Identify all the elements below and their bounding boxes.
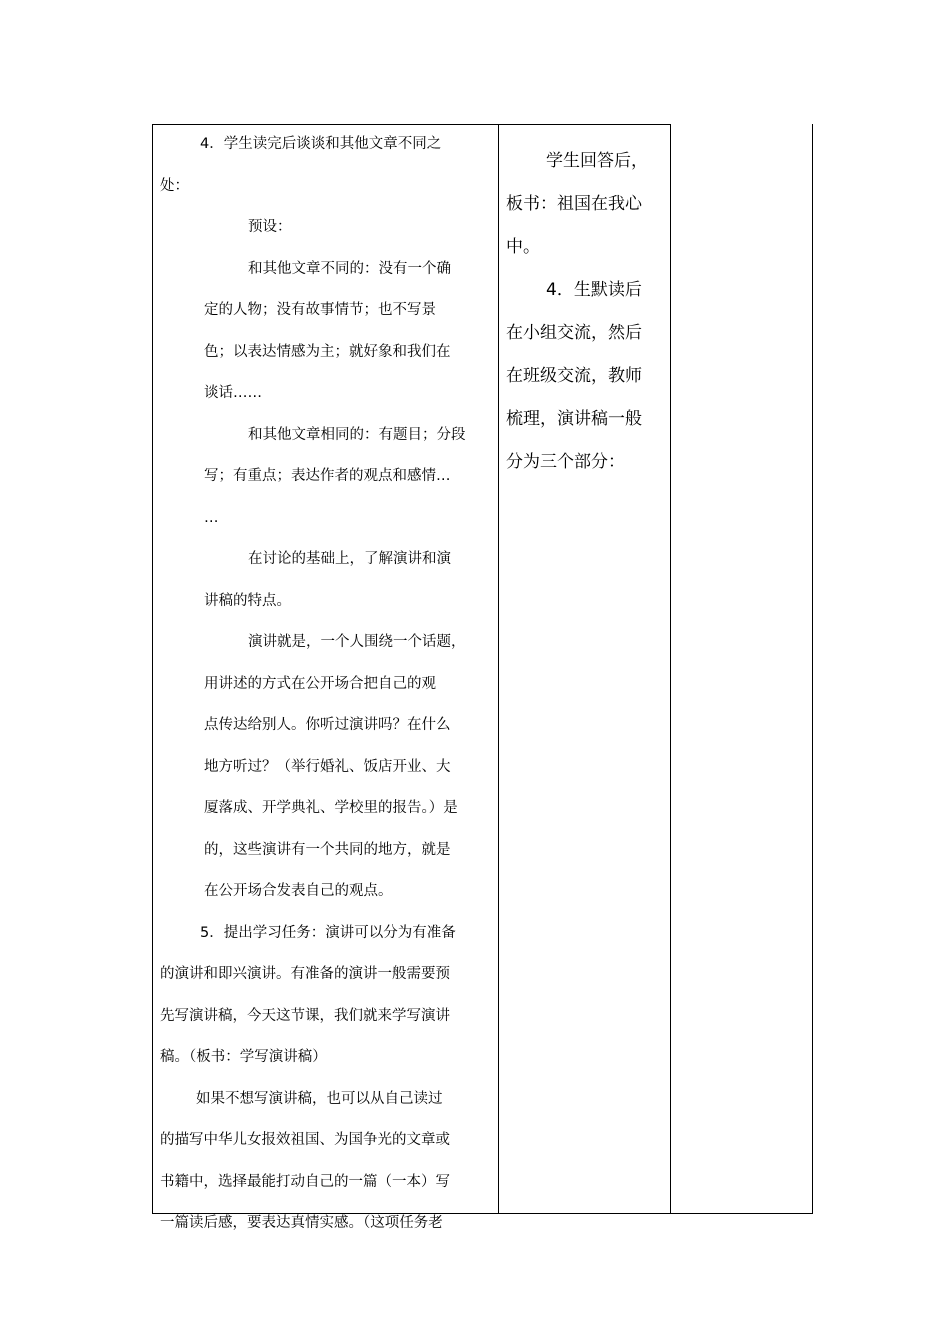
text-line: 5．提出学习任务：演讲可以分为有准备	[200, 924, 456, 941]
text-line: 预设：	[248, 219, 292, 235]
text-line: 中。	[506, 237, 540, 257]
text-line: 在小组交流，然后	[506, 323, 642, 343]
teaching-process-cell	[160, 124, 494, 1245]
text-line: 在讨论的基础上，了解演讲和演	[248, 551, 451, 567]
text-line: 讲稿的特点。	[204, 592, 291, 609]
text-line: 定的人物；没有故事情节；也不写景	[204, 302, 436, 318]
text-line: 学生回答后，	[546, 151, 648, 171]
text-line: 演讲就是，一个人围绕一个话题，	[248, 634, 466, 650]
text-line: 的描写中华儿女报效祖国、为国争光的文章或	[160, 1132, 450, 1148]
table-border-left	[152, 124, 153, 1214]
text-line: 写；有重点；表达作者的观点和感情…	[204, 468, 451, 484]
text-line: 厦落成、开学典礼、学校里的报告。）是	[204, 800, 458, 816]
text-line: 和其他文章不同的：没有一个确	[248, 260, 451, 277]
text-line: 分为三个部分：	[506, 452, 625, 472]
text-line: 点传达给别人。你听过演讲吗？在什么	[204, 717, 451, 733]
student-activity-cell	[506, 140, 666, 484]
text-line: 先写演讲稿，今天这节课，我们就来学写演讲	[160, 1007, 450, 1024]
text-line: 在班级交流，教师	[506, 366, 642, 386]
column-divider-1	[498, 124, 499, 1214]
text-line: 和其他文章相同的：有题目；分段	[248, 426, 466, 443]
text-line: 谈话……	[204, 385, 262, 401]
table-border-right	[812, 124, 813, 1214]
text-line: 的演讲和即兴演讲。有准备的演讲一般需要预	[160, 966, 450, 982]
text-line: …	[204, 509, 219, 526]
text-line: 的，这些演讲有一个共同的地方，就是	[204, 841, 451, 858]
text-line: 稿。（板书：学写演讲稿）	[160, 1049, 327, 1065]
text-line: 梳理，演讲稿一般	[506, 409, 642, 429]
text-line: 如果不想写演讲稿，也可以从自己读过	[196, 1090, 443, 1107]
text-line: 板书：祖国在我心	[506, 194, 642, 214]
text-line: 处：	[160, 177, 189, 194]
column-divider-2	[670, 124, 671, 1214]
text-line: 色；以表达情感为主；就好象和我们在	[204, 343, 451, 360]
text-line: 在公开场合发表自己的观点。	[204, 883, 393, 899]
text-line: 一篇读后感，要表达真情实感。（这项任务老	[160, 1215, 443, 1231]
text-line: 书籍中，选择最能打动自己的一篇（一本）写	[160, 1173, 450, 1190]
text-line: 地方听过？（举行婚礼、饭店开业、大	[204, 758, 451, 775]
text-line: 用讲述的方式在公开场合把自己的观	[204, 675, 436, 692]
text-line: 4．生默读后	[546, 280, 642, 300]
text-line: 4．学生读完后谈谈和其他文章不同之	[200, 136, 442, 152]
